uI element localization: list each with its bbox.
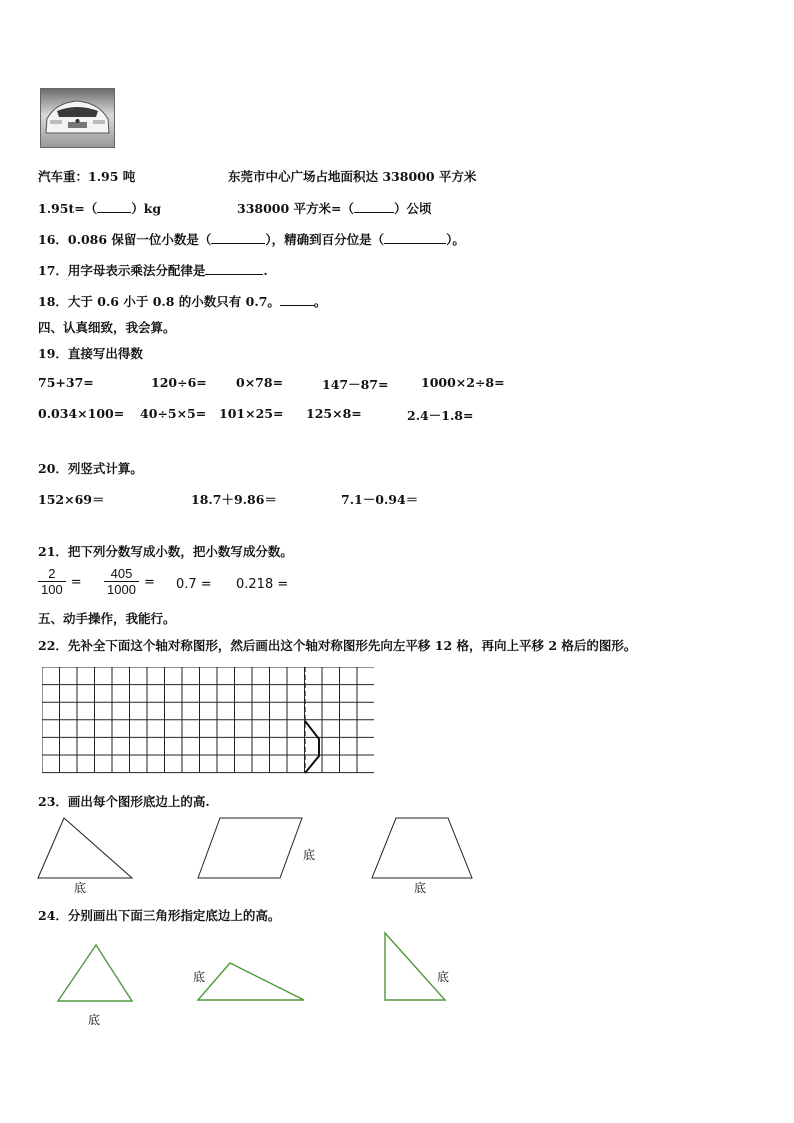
q19-item: 0.034×100= bbox=[38, 406, 125, 421]
answer-blank[interactable] bbox=[97, 200, 131, 213]
decimal-2: 0.218 = bbox=[236, 577, 289, 592]
section-4-heading: 四、认真细致，我会算。 bbox=[38, 320, 176, 335]
q19-item: 40÷5×5= bbox=[140, 406, 207, 421]
base-label: 底 bbox=[414, 881, 427, 895]
q19-item: 101×25= bbox=[219, 406, 284, 421]
question-19-title: 19．直接写出得数 bbox=[38, 346, 143, 361]
car-weight-text: 汽车重：1.95 吨 bbox=[38, 169, 136, 184]
q17-prefix: 17．用字母表示乘法分配律是 bbox=[38, 263, 206, 278]
question-18 bbox=[38, 292, 326, 310]
base-label: 底 bbox=[303, 848, 316, 862]
answer-blank[interactable] bbox=[211, 231, 265, 244]
q16-prefix: 16．0.086 保留一位小数是（ bbox=[38, 232, 212, 247]
car-photo bbox=[40, 88, 115, 148]
convert-hectare-line bbox=[237, 199, 432, 217]
fraction-denominator: 100 bbox=[41, 582, 63, 597]
obtuse-triangle bbox=[198, 963, 304, 1000]
q19-item: 147－87= bbox=[322, 377, 389, 392]
triangle-shape bbox=[38, 818, 132, 878]
base-label: 底 bbox=[437, 970, 450, 984]
acute-triangle bbox=[58, 945, 132, 1001]
half-figure bbox=[305, 721, 319, 773]
fraction-2 bbox=[104, 566, 139, 597]
q18-suffix: 。 bbox=[313, 294, 327, 309]
q20-item: 18.7＋9.86＝ bbox=[191, 492, 277, 507]
convert-hectare-suffix: ）公顷 bbox=[394, 201, 432, 216]
base-label: 底 bbox=[193, 970, 206, 984]
equals-sign: = bbox=[144, 575, 155, 590]
grid-lines bbox=[42, 667, 374, 773]
fraction-numerator: 405 bbox=[110, 566, 133, 581]
q16-suffix: ）。 bbox=[446, 232, 465, 247]
q20-item: 152×69＝ bbox=[38, 492, 105, 507]
question-16 bbox=[38, 230, 465, 248]
q23-figures[interactable] bbox=[36, 816, 476, 898]
fraction-numerator: 2 bbox=[48, 566, 56, 581]
question-24-title: 24．分别画出下面三角形指定底边上的高。 bbox=[38, 908, 281, 923]
section-5-heading: 五、动手操作，我能行。 bbox=[38, 611, 176, 626]
q20-item: 7.1－0.94＝ bbox=[341, 492, 419, 507]
equals-sign: = bbox=[70, 575, 82, 590]
fraction-1-group bbox=[38, 566, 82, 597]
convert-kg-suffix: ）kg bbox=[131, 201, 162, 216]
q19-item: 120÷6= bbox=[151, 375, 207, 390]
q19-item: 2.4－1.8= bbox=[407, 408, 474, 423]
decimal-1: 0.7 = bbox=[176, 577, 212, 592]
question-21-title: 21．把下列分数写成小数，把小数写成分数。 bbox=[38, 544, 293, 559]
fraction-denominator: 1000 bbox=[107, 582, 136, 597]
question-17 bbox=[38, 261, 268, 279]
q19-item: 1000×2÷8= bbox=[421, 375, 505, 390]
question-20-title: 20．列竖式计算。 bbox=[38, 461, 143, 476]
convert-kg-prefix: 1.95t=（ bbox=[38, 201, 98, 216]
q17-suffix: . bbox=[263, 263, 268, 278]
trapezoid-shape bbox=[372, 818, 472, 878]
parallelogram-shape bbox=[198, 818, 302, 878]
convert-hectare-prefix: 338000 平方米=（ bbox=[237, 201, 355, 216]
answer-blank[interactable] bbox=[384, 231, 446, 244]
answer-blank[interactable] bbox=[205, 262, 263, 275]
q19-item: 75+37= bbox=[38, 375, 94, 390]
q16-middle: ），精确到百分位是（ bbox=[265, 232, 385, 247]
q19-item: 0×78= bbox=[236, 375, 284, 390]
q24-figures[interactable] bbox=[54, 930, 460, 1006]
q18-prefix: 18．大于 0.6 小于 0.8 的小数只有 0.7。 bbox=[38, 294, 280, 309]
answer-blank[interactable] bbox=[354, 200, 394, 213]
question-23-title: 23．画出每个图形底边上的高. bbox=[38, 794, 210, 809]
q19-item: 125×8= bbox=[306, 406, 362, 421]
convert-kg-line bbox=[38, 199, 161, 217]
fraction-1 bbox=[38, 566, 66, 597]
base-label: 底 bbox=[88, 1013, 101, 1027]
plaza-area-text: 东莞市中心广场占地面积达 338000 平方米 bbox=[228, 169, 477, 184]
grid-drawing-area[interactable] bbox=[42, 667, 374, 775]
right-triangle bbox=[385, 933, 445, 1000]
question-22-title: 22．先补全下面这个轴对称图形，然后画出这个轴对称图形先向左平移 12 格，再向上平移 2 格后的图形。 bbox=[38, 638, 637, 653]
fraction-2-group bbox=[104, 566, 155, 597]
base-label: 底 bbox=[74, 881, 87, 895]
answer-blank[interactable] bbox=[280, 293, 314, 306]
